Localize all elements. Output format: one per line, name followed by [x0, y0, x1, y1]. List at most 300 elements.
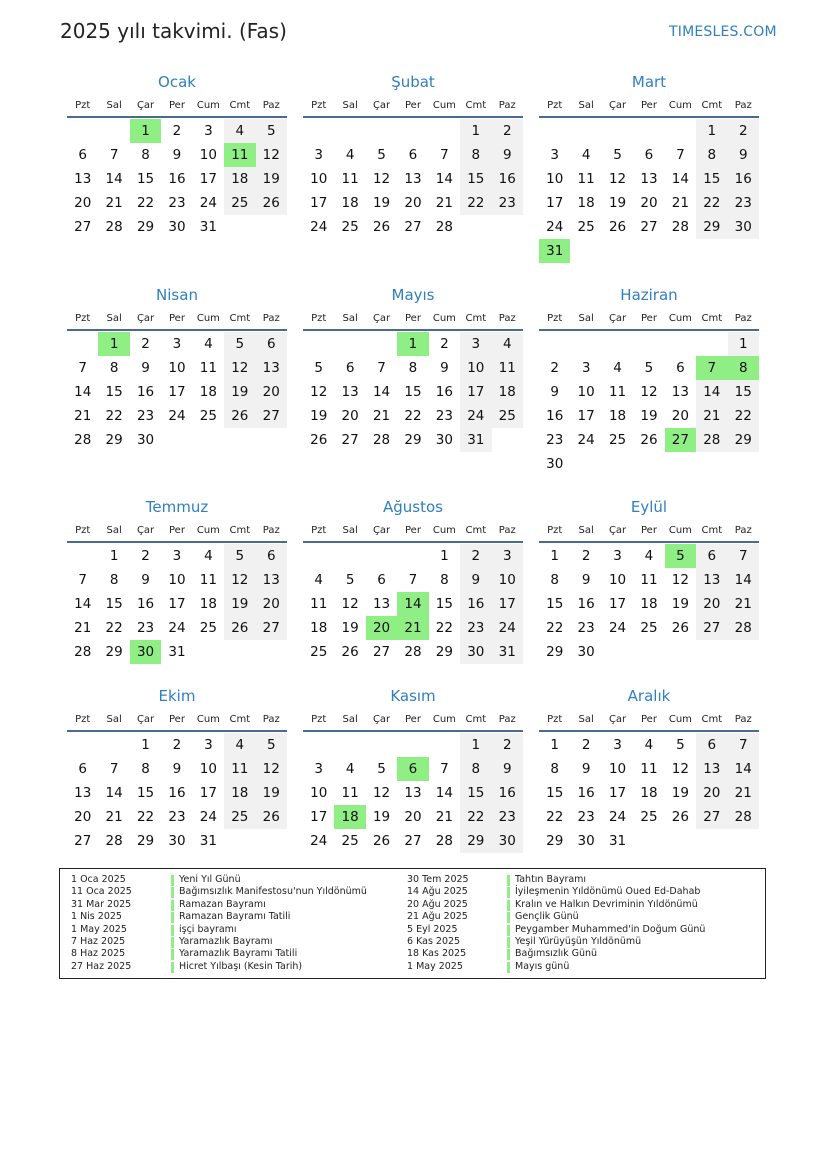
- empty-cell: [67, 733, 98, 757]
- weekday-label: Çar: [372, 100, 391, 111]
- week-row: [539, 239, 759, 263]
- day-cell: 25: [492, 404, 523, 428]
- day-cell: 13: [256, 568, 287, 592]
- day-cell: 25: [341, 219, 359, 235]
- day-cell: 17: [546, 195, 564, 211]
- day-cell: 3: [581, 360, 591, 376]
- weekday-label: Cmt: [701, 100, 723, 111]
- month-name: Aralık: [627, 687, 671, 705]
- day-cell: 30: [168, 219, 186, 235]
- weekday-label: Per: [641, 525, 657, 536]
- weekday-label: Pzt: [311, 313, 327, 324]
- day-cell: 15: [404, 384, 422, 400]
- day-cell: 16: [577, 785, 595, 801]
- day-cell: 9: [728, 143, 759, 167]
- weekday-label: Per: [405, 313, 421, 324]
- day-cell: 19: [341, 620, 359, 636]
- empty-cell: [303, 544, 334, 568]
- day-cell: 17: [310, 809, 328, 825]
- day-cell: 23: [435, 408, 453, 424]
- week-row: [303, 143, 523, 167]
- legend-date: 31 Mar 2025: [71, 898, 132, 910]
- holiday-day-cell: 1: [98, 332, 129, 356]
- day-cell: 20: [696, 592, 727, 616]
- week-row: [539, 143, 759, 167]
- empty-cell: [224, 829, 255, 853]
- week-row: [303, 332, 523, 356]
- day-cell: 12: [224, 356, 255, 380]
- day-cell: 28: [105, 833, 123, 849]
- day-cell: 19: [310, 408, 328, 424]
- day-cell: 18: [492, 380, 523, 404]
- weekday-label: Cum: [668, 525, 692, 536]
- legend-item: [407, 886, 705, 898]
- legend-item: [407, 948, 705, 960]
- day-cell: 15: [460, 167, 491, 191]
- day-cell: 12: [310, 384, 328, 400]
- day-cell: 22: [546, 620, 564, 636]
- day-cell: 17: [577, 408, 595, 424]
- weekday-label: Çar: [136, 525, 155, 536]
- holiday-day-cell: 30: [130, 640, 161, 664]
- day-cell: 26: [372, 833, 391, 849]
- weekday-label: Paz: [262, 313, 280, 324]
- day-cell: 11: [577, 171, 595, 187]
- day-cell: 28: [74, 644, 92, 660]
- week-row: [303, 568, 523, 592]
- weekday-label: Cmt: [465, 714, 487, 725]
- legend-holiday-name: Yeşil Yürüyüşün Yıldönümü: [515, 935, 642, 947]
- day-cell: 30: [136, 432, 155, 448]
- day-cell: 14: [728, 757, 759, 781]
- week-row: [67, 356, 287, 380]
- weekday-label: Paz: [498, 100, 516, 111]
- week-row: [303, 404, 523, 428]
- day-cell: 21: [435, 809, 453, 825]
- empty-cell: [602, 452, 633, 476]
- week-row: [67, 215, 287, 239]
- day-cell: 16: [460, 592, 491, 616]
- day-cell: 15: [460, 781, 491, 805]
- day-cell: 11: [608, 384, 627, 400]
- weekday-header: [539, 95, 759, 118]
- weekday-label: Cum: [196, 714, 220, 725]
- legend-item: [407, 911, 705, 923]
- day-cell: 28: [105, 219, 123, 235]
- day-cell: 26: [224, 404, 255, 428]
- day-cell: 12: [256, 757, 287, 781]
- day-cell: 27: [256, 404, 287, 428]
- day-cell: 29: [404, 432, 422, 448]
- weekday-label: Paz: [734, 313, 752, 324]
- day-cell: 8: [109, 572, 119, 588]
- weekday-label: Per: [169, 525, 185, 536]
- day-cell: 14: [74, 596, 92, 612]
- day-cell: 4: [314, 572, 323, 588]
- day-cell: 19: [256, 781, 287, 805]
- day-cell: 22: [105, 620, 123, 636]
- day-cell: 18: [199, 384, 217, 400]
- legend-column-right: [407, 874, 705, 973]
- weekday-label: Sal: [578, 313, 594, 324]
- day-cell: 7: [377, 360, 386, 376]
- week-row: [303, 829, 523, 853]
- empty-cell: [728, 239, 759, 263]
- day-cell: 17: [608, 785, 627, 801]
- day-cell: 22: [460, 805, 491, 829]
- empty-cell: [303, 119, 334, 143]
- day-cell: 5: [256, 119, 287, 143]
- day-cell: 23: [460, 616, 491, 640]
- day-cell: 5: [613, 147, 622, 163]
- day-cell: 3: [314, 147, 323, 163]
- day-cell: 28: [728, 805, 759, 829]
- weekday-label: Per: [405, 714, 421, 725]
- day-cell: 7: [676, 147, 685, 163]
- weekday-label: Paz: [498, 525, 516, 536]
- weekday-label: Paz: [498, 313, 516, 324]
- day-cell: 29: [105, 644, 123, 660]
- day-cell: 30: [460, 640, 491, 664]
- empty-cell: [67, 544, 98, 568]
- day-cell: 27: [640, 219, 658, 235]
- weekday-label: Pzt: [75, 714, 91, 725]
- weekday-label: Pzt: [311, 714, 327, 725]
- day-cell: 23: [577, 620, 595, 636]
- day-cell: 7: [78, 360, 87, 376]
- day-cell: 11: [341, 785, 359, 801]
- day-cell: 2: [172, 123, 182, 139]
- month-block: [67, 685, 287, 853]
- day-cell: 22: [105, 408, 123, 424]
- week-row: [539, 404, 759, 428]
- week-row: [67, 191, 287, 215]
- day-cell: 8: [109, 360, 119, 376]
- empty-cell: [633, 239, 664, 263]
- day-cell: 16: [136, 596, 155, 612]
- legend-item: [407, 961, 705, 973]
- day-cell: 23: [577, 809, 595, 825]
- day-cell: 7: [408, 572, 418, 588]
- day-cell: 15: [546, 785, 564, 801]
- holiday-day-cell: 11: [224, 143, 255, 167]
- empty-cell: [492, 428, 523, 452]
- day-cell: 17: [460, 380, 491, 404]
- empty-cell: [696, 332, 727, 356]
- holiday-marker: [507, 912, 510, 923]
- day-cell: 3: [613, 737, 622, 753]
- day-cell: 9: [492, 757, 523, 781]
- empty-cell: [161, 428, 192, 452]
- day-cell: 15: [728, 380, 759, 404]
- day-cell: 5: [224, 332, 255, 356]
- day-cell: 14: [728, 568, 759, 592]
- day-cell: 12: [224, 568, 255, 592]
- day-cell: 17: [310, 195, 328, 211]
- month-name: Eylül: [630, 498, 668, 516]
- empty-cell: [256, 428, 287, 452]
- legend-item: [407, 936, 705, 948]
- weekday-label: Cum: [196, 313, 220, 324]
- week-row: [539, 167, 759, 191]
- day-cell: 22: [136, 809, 155, 825]
- legend-item: [71, 874, 367, 886]
- day-cell: 2: [492, 119, 523, 143]
- week-row: [303, 781, 523, 805]
- week-row: [67, 592, 287, 616]
- day-cell: 24: [546, 219, 564, 235]
- day-cell: 29: [546, 644, 564, 660]
- day-cell: 26: [256, 805, 287, 829]
- empty-cell: [696, 452, 727, 476]
- day-cell: 24: [199, 809, 217, 825]
- day-cell: 29: [460, 829, 491, 853]
- weekday-label: Cum: [668, 313, 692, 324]
- day-cell: 5: [345, 572, 355, 588]
- week-row: [67, 119, 287, 143]
- day-cell: 19: [372, 809, 391, 825]
- empty-cell: [665, 119, 696, 143]
- day-cell: 11: [199, 572, 217, 588]
- day-cell: 22: [728, 404, 759, 428]
- weekday-header: [67, 520, 287, 543]
- day-cell: 19: [671, 785, 689, 801]
- week-row: [303, 592, 523, 616]
- holiday-marker: [507, 887, 510, 898]
- holiday-day-cell: 31: [539, 239, 570, 263]
- day-cell: 18: [640, 785, 658, 801]
- day-cell: 28: [696, 428, 727, 452]
- day-cell: 1: [550, 548, 559, 564]
- week-row: [539, 428, 759, 452]
- week-row: [67, 640, 287, 664]
- weekday-label: Çar: [136, 100, 155, 111]
- day-cell: 6: [408, 147, 418, 163]
- day-cell: 30: [546, 456, 564, 472]
- day-cell: 15: [546, 596, 564, 612]
- day-cell: 21: [728, 781, 759, 805]
- day-cell: 1: [460, 119, 491, 143]
- day-cell: 9: [581, 572, 591, 588]
- week-row: [539, 805, 759, 829]
- day-cell: 11: [492, 356, 523, 380]
- day-cell: 1: [550, 737, 559, 753]
- day-cell: 16: [492, 781, 523, 805]
- week-row: [539, 568, 759, 592]
- weekday-label: Cum: [668, 714, 692, 725]
- empty-cell: [67, 332, 98, 356]
- day-cell: 27: [404, 219, 422, 235]
- weekday-label: Pzt: [547, 525, 563, 536]
- day-cell: 1: [109, 548, 119, 564]
- day-cell: 10: [310, 785, 328, 801]
- day-cell: 30: [577, 644, 595, 660]
- legend-date: 20 Ağu 2025: [407, 898, 468, 910]
- day-cell: 12: [372, 171, 391, 187]
- day-cell: 6: [256, 332, 287, 356]
- month-block: [303, 685, 523, 853]
- day-cell: 26: [372, 219, 391, 235]
- day-cell: 9: [581, 761, 591, 777]
- day-cell: 17: [168, 596, 186, 612]
- day-cell: 2: [172, 737, 182, 753]
- month-block: [539, 496, 759, 664]
- legend-holiday-name: Mayıs günü: [515, 960, 570, 972]
- holiday-day-cell: 14: [397, 592, 428, 616]
- day-cell: 8: [696, 143, 727, 167]
- day-cell: 6: [256, 544, 287, 568]
- day-cell: 5: [314, 360, 323, 376]
- weekday-label: Cmt: [229, 525, 251, 536]
- day-cell: 29: [696, 215, 727, 239]
- day-cell: 2: [728, 119, 759, 143]
- day-cell: 21: [105, 809, 123, 825]
- empty-cell: [602, 119, 633, 143]
- empty-cell: [366, 332, 397, 356]
- day-cell: 16: [168, 785, 186, 801]
- empty-cell: [665, 452, 696, 476]
- day-cell: 24: [168, 408, 186, 424]
- day-cell: 20: [671, 408, 689, 424]
- day-cell: 10: [199, 147, 217, 163]
- day-cell: 23: [136, 620, 155, 636]
- day-cell: 17: [199, 171, 217, 187]
- day-cell: 20: [341, 408, 359, 424]
- day-cell: 22: [435, 620, 453, 636]
- day-cell: 13: [372, 596, 391, 612]
- day-cell: 2: [440, 336, 449, 352]
- empty-cell: [397, 119, 428, 143]
- day-cell: 15: [136, 785, 155, 801]
- day-cell: 19: [608, 195, 627, 211]
- weekday-label: Cum: [196, 100, 220, 111]
- day-cell: 21: [74, 408, 92, 424]
- empty-cell: [224, 428, 255, 452]
- legend-date: 1 Oca 2025: [71, 874, 126, 885]
- weekday-label: Cmt: [701, 714, 723, 725]
- empty-cell: [570, 332, 601, 356]
- weekday-label: Çar: [608, 525, 627, 536]
- legend-date: 11 Oca 2025: [71, 886, 132, 898]
- day-cell: 22: [460, 191, 491, 215]
- site-logo-link[interactable]: TIMESLES.COM: [669, 24, 777, 40]
- day-cell: 18: [199, 596, 217, 612]
- empty-cell: [256, 215, 287, 239]
- week-row: [539, 191, 759, 215]
- day-cell: 16: [492, 167, 523, 191]
- week-row: [539, 757, 759, 781]
- weekday-label: Çar: [608, 714, 627, 725]
- day-cell: 15: [136, 171, 155, 187]
- weekday-label: Cmt: [229, 313, 251, 324]
- day-cell: 27: [696, 805, 727, 829]
- weekday-label: Sal: [578, 100, 594, 111]
- day-cell: 22: [546, 809, 564, 825]
- day-cell: 21: [435, 195, 453, 211]
- week-row: [67, 805, 287, 829]
- day-cell: 14: [105, 171, 123, 187]
- day-cell: 10: [310, 171, 328, 187]
- weekday-label: Sal: [578, 525, 594, 536]
- legend-date: 8 Haz 2025: [71, 948, 126, 960]
- day-cell: 12: [256, 143, 287, 167]
- holiday-day-cell: 18: [334, 805, 365, 829]
- weekday-header: [303, 308, 523, 331]
- day-cell: 25: [199, 408, 217, 424]
- day-cell: 13: [74, 171, 92, 187]
- day-cell: 21: [74, 620, 92, 636]
- empty-cell: [334, 119, 365, 143]
- legend-date: 1 May 2025: [71, 923, 127, 935]
- day-cell: 14: [671, 171, 689, 187]
- day-cell: 27: [74, 219, 92, 235]
- holiday-day-cell: 8: [728, 356, 759, 380]
- empty-cell: [633, 119, 664, 143]
- day-cell: 2: [581, 548, 591, 564]
- holiday-day-cell: 5: [665, 544, 696, 568]
- legend-column-left: [71, 874, 367, 973]
- day-cell: 18: [608, 408, 627, 424]
- day-cell: 19: [640, 408, 658, 424]
- day-cell: 5: [644, 360, 654, 376]
- legend-holiday-name: işçi bayramı: [179, 923, 237, 935]
- legend-item: [71, 936, 367, 948]
- legend-item: [407, 924, 705, 936]
- week-row: [539, 592, 759, 616]
- day-cell: 13: [696, 568, 727, 592]
- day-cell: 22: [696, 191, 727, 215]
- day-cell: 7: [728, 544, 759, 568]
- day-cell: 12: [341, 596, 359, 612]
- week-row: [303, 119, 523, 143]
- weekday-label: Çar: [372, 525, 391, 536]
- day-cell: 29: [546, 833, 564, 849]
- day-cell: 31: [608, 833, 627, 849]
- empty-cell: [303, 733, 334, 757]
- weekday-label: Pzt: [311, 525, 327, 536]
- day-cell: 18: [224, 167, 255, 191]
- month-name: Nisan: [156, 286, 198, 304]
- day-cell: 28: [74, 432, 92, 448]
- legend-date: 21 Ağu 2025: [407, 911, 468, 923]
- holiday-marker: [507, 900, 510, 911]
- legend-holiday-name: Yaramazlık Bayramı Tatili: [179, 948, 298, 960]
- holiday-day-cell: 1: [130, 119, 161, 143]
- day-cell: 3: [460, 332, 491, 356]
- week-row: [303, 428, 523, 452]
- weekday-label: Cmt: [465, 100, 487, 111]
- day-cell: 19: [224, 380, 255, 404]
- weekday-label: Per: [641, 714, 657, 725]
- holiday-day-cell: 27: [665, 428, 696, 452]
- week-row: [67, 404, 287, 428]
- week-row: [67, 568, 287, 592]
- empty-cell: [696, 239, 727, 263]
- day-cell: 10: [492, 568, 523, 592]
- legend-holiday-name: Peygamber Muhammed'in Doğum Günü: [515, 923, 706, 935]
- day-cell: 28: [435, 833, 453, 849]
- day-cell: 30: [577, 833, 595, 849]
- day-cell: 22: [136, 195, 155, 211]
- holiday-legend: [59, 868, 766, 979]
- day-cell: 25: [608, 432, 627, 448]
- week-row: [67, 781, 287, 805]
- day-cell: 17: [168, 384, 186, 400]
- day-cell: 24: [492, 616, 523, 640]
- legend-holiday-name: Bağımsızlık Günü: [515, 948, 598, 960]
- holiday-day-cell: 21: [397, 616, 428, 640]
- month-block: [67, 284, 287, 452]
